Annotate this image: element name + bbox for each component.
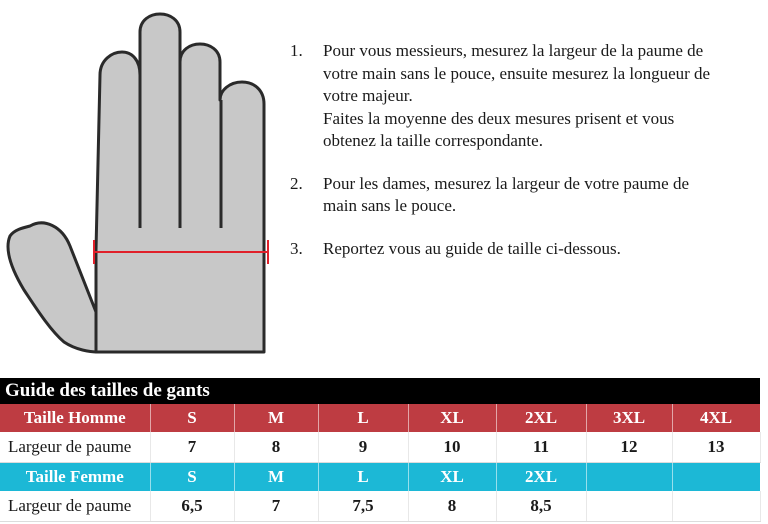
men-size-cell: M	[234, 404, 318, 432]
instruction-line: obtenez la taille correspondante.	[323, 131, 543, 150]
instruction-number: 1.	[290, 41, 303, 60]
instruction-line: Pour vous messieurs, mesurez la largeur de la paume de	[323, 41, 704, 60]
instruction-line: main sans le pouce.	[323, 196, 457, 215]
women-size-cell: S	[150, 463, 234, 492]
women-size-header-row	[0, 463, 760, 492]
size-guide-table	[0, 378, 760, 522]
men-palm-width-cell: 8	[234, 432, 318, 463]
men-size-cell: S	[150, 404, 234, 432]
instruction-line: Reportez vous au guide de taille ci-dessous.	[323, 238, 621, 258]
instruction-line: Pour les dames, mesurez la largeur de votre paume de	[323, 173, 689, 193]
instruction-item	[290, 238, 760, 261]
women-palm-width-cell: 6,5	[150, 491, 234, 522]
men-palm-width-cell: 13	[672, 432, 760, 463]
men-palm-width-cell: 9	[318, 432, 408, 463]
instruction-item	[290, 173, 760, 218]
measurement-instructions	[290, 40, 760, 280]
instruction-line: Faites la moyenne des deux mesures prisent et vous	[323, 108, 675, 128]
instruction-line: votre majeur.	[323, 86, 413, 105]
women-palm-width-cell	[586, 491, 672, 522]
men-size-cell: 2XL	[496, 404, 586, 432]
size-guide-title: Guide des tailles de gants	[0, 378, 760, 404]
women-size-cell	[672, 463, 760, 492]
men-palm-width-cell: 12	[586, 432, 672, 463]
men-size-cell: XL	[408, 404, 496, 432]
men-size-label: Taille Homme	[0, 404, 150, 432]
women-palm-width-cell	[672, 491, 760, 522]
men-palm-width-cell: 11	[496, 432, 586, 463]
men-size-header-row	[0, 404, 760, 432]
men-palm-width-cell: 7	[150, 432, 234, 463]
women-size-label: Taille Femme	[0, 463, 150, 492]
size-table	[0, 404, 761, 522]
women-size-cell: M	[234, 463, 318, 492]
men-palm-width-row	[0, 432, 760, 463]
women-palm-width-cell: 8,5	[496, 491, 586, 522]
men-size-cell: 3XL	[586, 404, 672, 432]
women-palm-width-cell: 7,5	[318, 491, 408, 522]
instruction-item	[290, 40, 760, 153]
palm-width-label: Largeur de paume	[0, 432, 150, 463]
instruction-line: votre main sans le pouce, ensuite mesurez la longueur de	[323, 63, 711, 83]
women-palm-width-row	[0, 491, 760, 522]
instruction-number: 2.	[290, 173, 303, 193]
women-size-cell	[586, 463, 672, 492]
women-palm-width-cell: 7	[234, 491, 318, 522]
palm-width-label: Largeur de paume	[0, 491, 150, 522]
women-size-cell: L	[318, 463, 408, 492]
men-size-cell: 4XL	[672, 404, 760, 432]
hand-illustration	[0, 0, 290, 370]
hand-thumb	[8, 223, 98, 352]
instruction-number: 3.	[290, 238, 303, 258]
men-size-cell: L	[318, 404, 408, 432]
men-palm-width-cell: 10	[408, 432, 496, 463]
women-size-cell: 2XL	[496, 463, 586, 492]
women-size-cell: XL	[408, 463, 496, 492]
women-palm-width-cell: 8	[408, 491, 496, 522]
